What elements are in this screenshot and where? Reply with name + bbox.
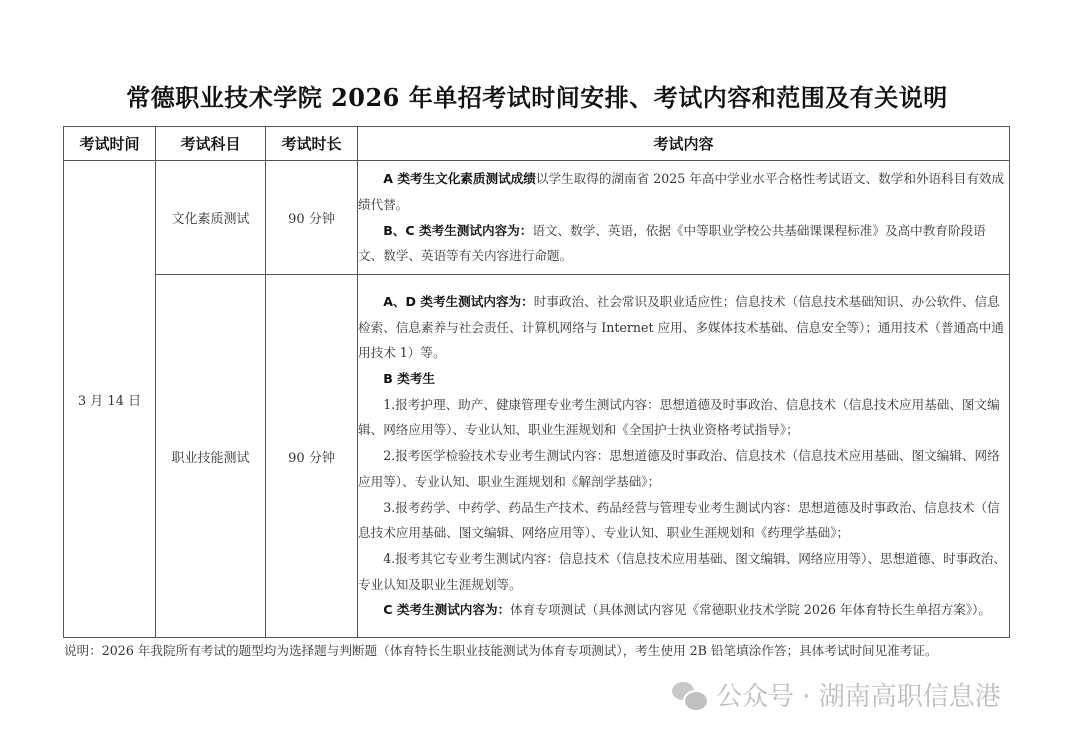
bold-lead: C 类考生测试内容为： bbox=[383, 602, 511, 618]
content-paragraph bbox=[358, 289, 1009, 366]
bold-lead: A、D 类考生测试内容为： bbox=[383, 293, 534, 309]
exam-date: 3 月 14 日 bbox=[64, 161, 156, 638]
content-paragraph bbox=[358, 597, 1009, 623]
header-exam-time: 考试时间 bbox=[64, 127, 156, 161]
table-header-row bbox=[64, 127, 1010, 161]
header-exam-subject: 考试科目 bbox=[156, 127, 266, 161]
bold-lead: A 类考生文化素质测试成绩 bbox=[383, 171, 536, 187]
footnote: 说明：2026 年我院所有考试的题型均为选择题与判断题（体育特长生职业技能测试为体育专项测试），考生使用 2B 铅笔填涂作答；具体考试时间见准考证。 bbox=[64, 643, 938, 658]
wechat-icon bbox=[672, 680, 706, 710]
duration-cell: 90 分钟 bbox=[266, 275, 358, 638]
duration-cell: 90 分钟 bbox=[266, 161, 358, 275]
exam-schedule-table bbox=[63, 126, 1010, 638]
b-item: 2.报考医学检验技术专业考生测试内容：思想道德及时事政治、信息技术（信息技术应用基础、图文编辑、网络应用等）、专业认知、职业生涯规划和《解剖学基础》； bbox=[358, 448, 1000, 489]
content-cell bbox=[358, 275, 1010, 638]
paragraph-text: 语文、数学、英语，依据《中等职业学校公共基础课课程标准》及高中教育阶段语文、数学、英语等有关内容进行命题。 bbox=[358, 222, 986, 264]
b-item: 4.报考其它专业考生测试内容：信息技术（信息技术应用基础、图文编辑、网络应用等）、思想道德、时事政治、专业认知及职业生涯规划等。 bbox=[358, 550, 1006, 592]
header-exam-duration: 考试时长 bbox=[266, 127, 358, 161]
content-paragraph bbox=[358, 218, 1009, 269]
subject-cell: 文化素质测试 bbox=[156, 161, 266, 275]
subject-cell: 职业技能测试 bbox=[156, 275, 266, 638]
header-exam-content: 考试内容 bbox=[358, 127, 1010, 161]
b-category-heading: B 类考生 bbox=[383, 371, 435, 387]
bold-lead: B、C 类考生测试内容为： bbox=[383, 222, 533, 238]
b-item: 3.报考药学、中药学、药品生产技术、药品经营与管理专业考生测试内容：思想道德及时事政治、信息技术（信息技术应用基础、图文编辑、网络应用等）、专业认知、职业生涯规划和《药理学基础》； bbox=[358, 499, 1000, 541]
b-item: 1.报考护理、助产、健康管理专业考生测试内容：思想道德及时事政治、信息技术（信息技术应用基础、图文编辑、网络应用等）、专业认知、职业生涯规划和《全国护士执业资格考试指导》； bbox=[358, 396, 1000, 438]
table-row bbox=[64, 275, 1010, 638]
document-title: 常德职业技术学院 2026 年单招考试时间安排、考试内容和范围及有关说明 bbox=[126, 83, 948, 112]
paragraph-text: 时事政治、社会常识及职业适应性；信息技术（信息技术基础知识、办公软件、信息检索、信息素养与社会责任、计算机网络与 Internet 应用、多媒体技术基础、信息安全等）；通用技术（普通高中通用技术 1）等。 bbox=[358, 293, 1004, 361]
content-paragraph bbox=[358, 166, 1009, 217]
watermark-text: 公众号 · 湖南高职信息港 bbox=[716, 682, 1001, 712]
paragraph-text: 体育专项测试（具体测试内容见《常德职业技术学院 2026 年体育特长生单招方案》）。 bbox=[510, 602, 992, 618]
table-row bbox=[64, 161, 1010, 275]
content-cell bbox=[358, 161, 1010, 275]
watermark bbox=[672, 676, 1001, 713]
paragraph-text: 以学生取得的湖南省 2025 年高中学业水平合格性考试语文、数学和外语科目有效成绩代替。 bbox=[358, 171, 1005, 212]
